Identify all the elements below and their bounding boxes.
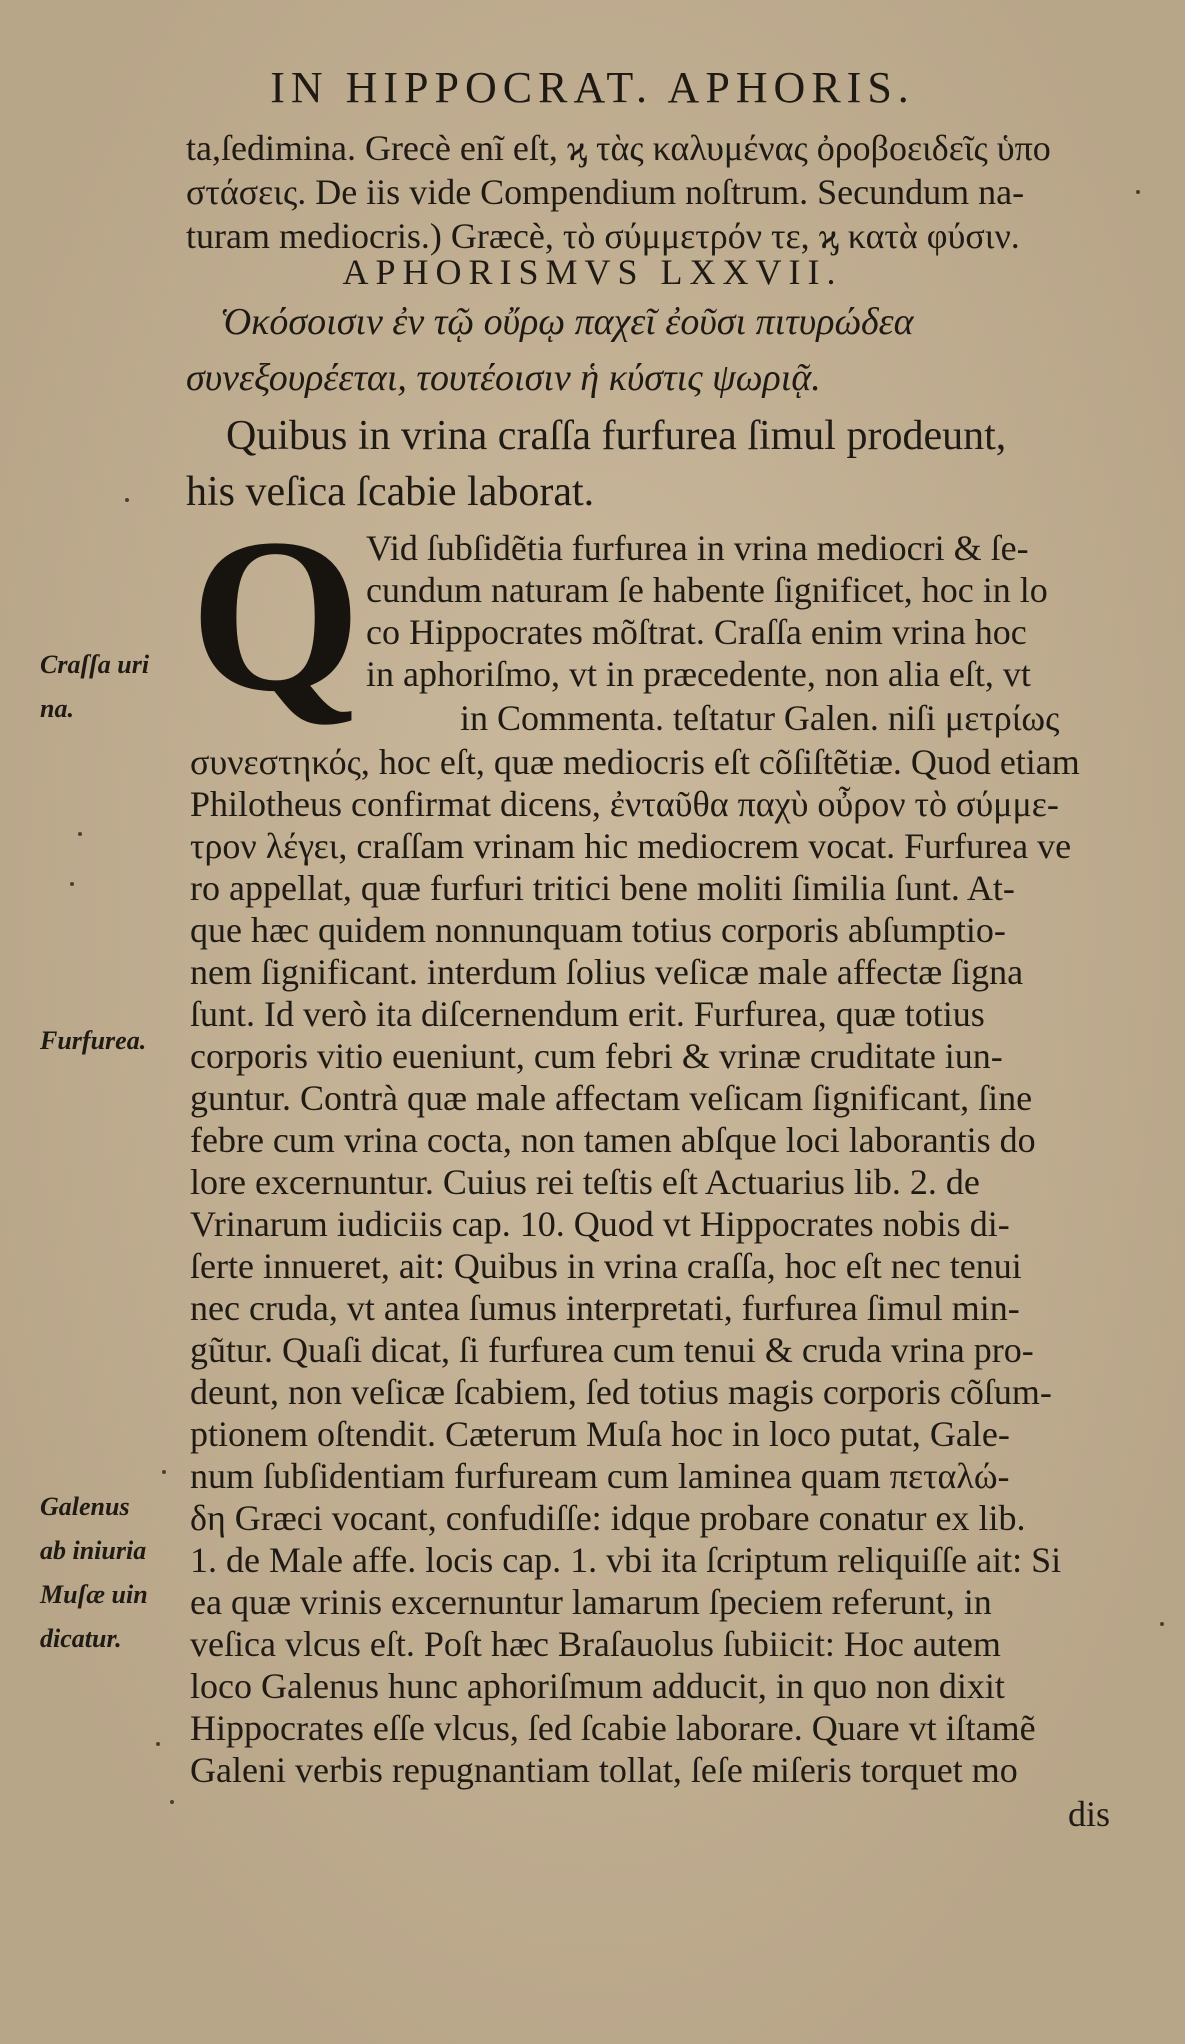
commentary-line: in Commenta. teſtatur Galen. niſi μετρίως [460,698,1060,738]
ink-speck [156,1742,160,1746]
commentary-line: συνεστηκός, hoc eſt, quæ mediocris eſt cõſiſtẽtiæ. Quod etiam [190,742,1080,782]
commentary-line: 1. de Male affe. locis cap. 1. vbi ita ſcriptum reliquiſſe ait: Si [190,1540,1062,1580]
ink-speck [125,498,129,502]
catchword: dis [1068,1794,1111,1834]
latin-aphorism-line: his veſica ſcabie laborat. [186,469,595,515]
latin-aphorism-line: Quibus in vrina craſſa furfurea ſimul prodeunt, [226,413,1007,459]
text-line: turam mediocris.) Græcè, τὸ σύμμετρόν τε, ϗ κατὰ φύσιν. [186,216,1020,256]
commentary-line: Philotheus confirmat dicens, ἐνταῦθα παχὺ οὖρον τὸ σύμμε- [190,784,1059,824]
commentary-line: Vrinarum iudiciis cap. 10. Quod vt Hippocrates nobis di- [190,1204,1010,1244]
commentary-line: Vid ſubſidẽtia furfurea in vrina mediocri & ſe- [366,528,1029,568]
ink-speck [78,832,82,836]
marginal-note: Furfurea. [40,1026,147,1055]
ink-speck [162,1470,166,1474]
marginal-note: Muſæ uin [40,1580,148,1609]
commentary-line: loco Galenus hunc aphoriſmum adducit, in quo non dixit [190,1666,1005,1706]
running-head: IN HIPPOCRAT. APHORIS. [270,63,915,112]
commentary-line: deunt, non veſicæ ſcabiem, ſed totius magis corporis cõſum- [190,1372,1052,1412]
greek-aphorism-line: Ὁκόσοισιν ἐν τῷ οὔρῳ παχεῖ ἐοῦσι πιτυρώδεα [220,301,914,343]
marginal-note: Craſſa uri [40,650,150,679]
commentary-line: ptionem oſtendit. Cæterum Muſa hoc in loco putat, Gale- [190,1414,1010,1454]
commentary-line: num ſubſidentiam furfuream cum laminea quam πεταλώ- [190,1456,1010,1496]
ink-speck [1136,190,1140,194]
text-line: στάσεις. De iis vide Compendium noſtrum. Secundum na- [186,172,1025,212]
marginal-note: na. [40,694,74,723]
aphorism-title: APHORISMVS LXXVII. [342,252,843,292]
ink-speck [170,1800,174,1804]
commentary-line: Galeni verbis repugnantiam tollat, ſeſe miſeris torquet mo [190,1750,1018,1790]
commentary-line: que hæc quidem nonnunquam totius corporis abſumptio- [190,910,1006,950]
commentary-line: nem ſignificant. interdum ſolius veſicæ male affectæ ſigna [190,952,1024,992]
commentary-line: co Hippocrates mõſtrat. Craſſa enim vrina hoc [366,612,1027,652]
commentary-line: ro appellat, quæ furfuri tritici bene moliti ſimilia ſunt. At- [190,868,1015,908]
commentary-line: veſica vlcus eſt. Poſt hæc Braſauolus ſubiicit: Hoc autem [190,1624,1001,1664]
marginal-note: Galenus [40,1492,130,1521]
commentary-line: δη Græci vocant, confudiſſe: idque probare conatur ex lib. [190,1498,1026,1538]
commentary-line: febre cum vrina cocta, non tamen abſque loci laborantis do [190,1120,1036,1160]
commentary-line: corporis vitio eueniunt, cum febri & vrinæ cruditate iun- [190,1036,1003,1076]
ink-speck [1160,1622,1164,1626]
commentary-line: in aphoriſmo, vt in præcedente, non alia eſt, vt [366,654,1031,694]
commentary-line: lore excernuntur. Cuius rei teſtis eſt Actuarius lib. 2. de [190,1162,980,1202]
commentary-line: nec cruda, vt antea ſumus interpretati, furfurea ſimul min- [190,1288,1020,1328]
commentary-line: Hippocrates eſſe vlcus, ſed ſcabie laborare. Quare vt iſtamẽ [190,1708,1036,1748]
commentary-line: cundum naturam ſe habente ſignificet, hoc in lo [366,570,1048,610]
commentary-line: ſunt. Id verò ita diſcernendum erit. Furfurea, quæ totius [190,994,985,1034]
commentary-line: ſerte innueret, ait: Quibus in vrina craſſa, hoc eſt nec tenui [190,1246,1022,1286]
commentary-line: gũtur. Quaſi dicat, ſi furfurea cum tenui & cruda vrina pro- [190,1330,1034,1370]
ink-speck [70,882,74,886]
marginal-note: ab iniuria [40,1536,147,1565]
text-line: ta,ſedimina. Grecè enĩ eſt, ϗ τὰς καλυμένας ὀροβοειδεῖς ὑπο [186,128,1051,168]
greek-aphorism-line: συνεξουρέεται, τουτέοισιν ἡ κύστις ψωριᾷ. [186,357,821,399]
marginal-note: dicatur. [40,1624,122,1653]
commentary-line: guntur. Contrà quæ male affectam veſicam ſignificant, ſine [190,1078,1033,1118]
commentary-line: ea quæ vrinis excernuntur lamarum ſpeciem referunt, in [190,1582,992,1622]
drop-cap-letter: Q [190,493,362,737]
drop-cap-initial [190,493,362,737]
commentary-line: τρον λέγει, craſſam vrinam hic mediocrem vocat. Furfurea ve [190,826,1072,866]
